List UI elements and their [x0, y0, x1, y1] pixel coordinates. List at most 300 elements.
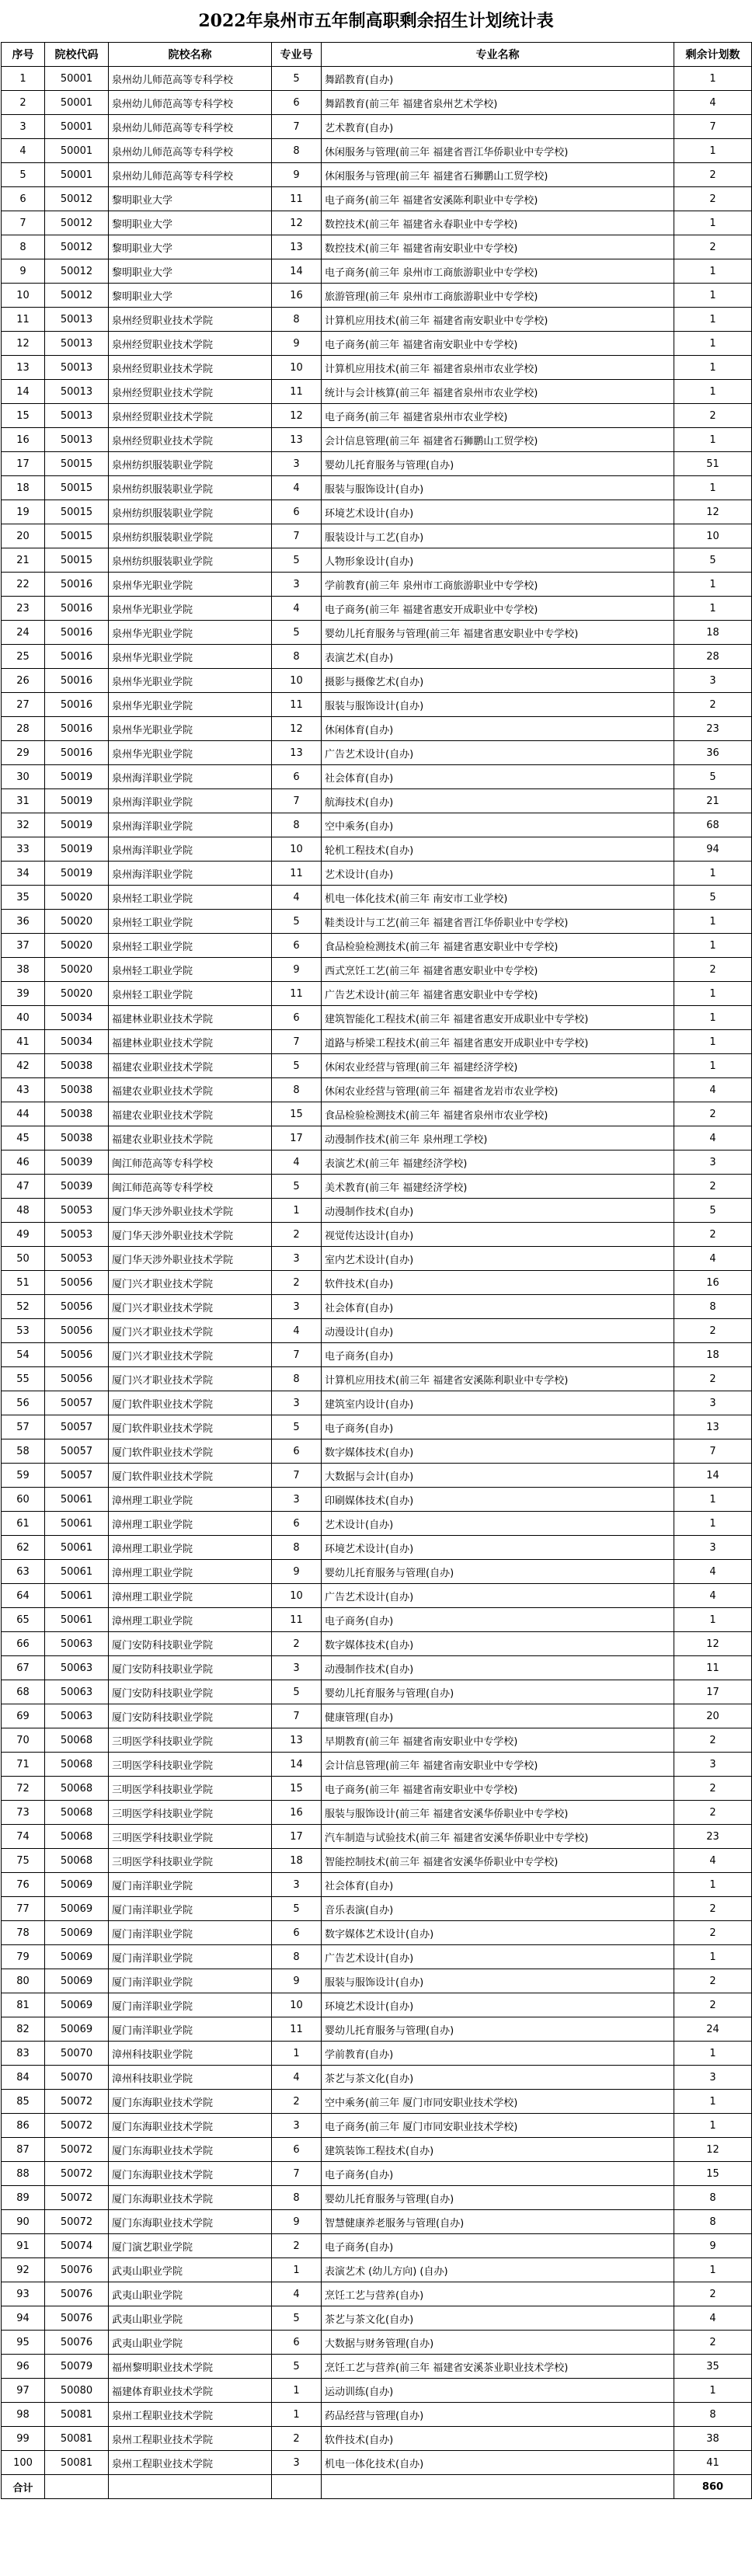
row-school: 黎明职业大学	[109, 211, 272, 235]
row-remaining: 1	[674, 1945, 752, 1969]
table-row	[2, 1030, 752, 1054]
row-seq: 23	[2, 597, 45, 621]
table-row	[2, 621, 752, 645]
row-remaining: 1	[674, 308, 752, 332]
row-code: 50063	[45, 1680, 109, 1704]
row-school: 泉州轻工职业学院	[109, 982, 272, 1006]
row-code: 50020	[45, 886, 109, 910]
row-major: 印刷媒体技术(自办)	[322, 1488, 674, 1512]
row-seq: 80	[2, 1969, 45, 1993]
row-school: 三明医学科技职业学院	[109, 1777, 272, 1801]
row-school: 福建林业职业技术学院	[109, 1006, 272, 1030]
row-remaining: 1	[674, 2379, 752, 2403]
row-major: 广告艺术设计(自办)	[322, 741, 674, 765]
row-seq: 46	[2, 1150, 45, 1175]
row-seq: 79	[2, 1945, 45, 1969]
row-seq: 62	[2, 1536, 45, 1560]
row-remaining: 1	[674, 2114, 752, 2138]
row-remaining: 1	[674, 1488, 752, 1512]
table-row	[2, 1825, 752, 1849]
row-code: 50053	[45, 1223, 109, 1247]
row-seq: 31	[2, 789, 45, 813]
row-major: 表演艺术 (幼儿方向) (自办)	[322, 2258, 674, 2282]
row-major-no: 10	[272, 837, 322, 862]
row-major: 机电一体化技术(自办)	[322, 2451, 674, 2475]
row-seq: 100	[2, 2451, 45, 2475]
row-major: 电子商务(自办)	[322, 2234, 674, 2258]
row-seq: 63	[2, 1560, 45, 1584]
row-code: 50038	[45, 1054, 109, 1078]
row-major-no: 6	[272, 1006, 322, 1030]
table-row	[2, 1801, 752, 1825]
row-remaining: 23	[674, 717, 752, 741]
row-major: 数字媒体艺术设计(自办)	[322, 1921, 674, 1945]
row-seq: 35	[2, 886, 45, 910]
row-major-no: 7	[272, 789, 322, 813]
row-major-no: 12	[272, 717, 322, 741]
row-seq: 19	[2, 500, 45, 524]
row-remaining: 1	[674, 1873, 752, 1897]
row-major: 建筑室内设计(自办)	[322, 1391, 674, 1415]
row-remaining: 18	[674, 1343, 752, 1367]
row-school: 泉州幼儿师范高等专科学校	[109, 67, 272, 91]
table-row	[2, 139, 752, 163]
row-major: 婴幼儿托育服务与管理(自办)	[322, 452, 674, 476]
plan-table	[1, 42, 752, 2499]
row-major: 数控技术(前三年 福建省永春职业中专学校)	[322, 211, 674, 235]
row-remaining: 21	[674, 789, 752, 813]
row-remaining: 3	[674, 1753, 752, 1777]
row-major: 动漫制作技术(自办)	[322, 1656, 674, 1680]
table-row	[2, 645, 752, 669]
row-school: 厦门南洋职业学院	[109, 2017, 272, 2042]
row-remaining: 1	[674, 910, 752, 934]
row-code: 50001	[45, 91, 109, 115]
table-row	[2, 1897, 752, 1921]
table-row	[2, 115, 752, 139]
row-school: 泉州幼儿师范高等专科学校	[109, 163, 272, 187]
table-row	[2, 573, 752, 597]
table-row	[2, 597, 752, 621]
row-code: 50039	[45, 1175, 109, 1199]
table-row	[2, 1969, 752, 1993]
row-code: 50038	[45, 1102, 109, 1126]
row-school: 厦门安防科技职业学院	[109, 1656, 272, 1680]
row-school: 泉州纺织服装职业学院	[109, 500, 272, 524]
row-major-no: 7	[272, 1464, 322, 1488]
row-seq: 70	[2, 1728, 45, 1753]
row-major-no: 6	[272, 2138, 322, 2162]
table-row	[2, 693, 752, 717]
row-code: 50001	[45, 139, 109, 163]
row-code: 50016	[45, 597, 109, 621]
row-code: 50038	[45, 1126, 109, 1150]
row-code: 50013	[45, 356, 109, 380]
row-major-no: 11	[272, 2017, 322, 2042]
row-seq: 56	[2, 1391, 45, 1415]
row-major: 空中乘务(自办)	[322, 813, 674, 837]
table-row	[2, 1078, 752, 1102]
row-remaining: 1	[674, 332, 752, 356]
row-major-no: 3	[272, 1488, 322, 1512]
row-code: 50016	[45, 669, 109, 693]
row-major: 动漫制作技术(前三年 泉州理工学校)	[322, 1126, 674, 1150]
row-code: 50034	[45, 1030, 109, 1054]
row-major-no: 17	[272, 1825, 322, 1849]
row-school: 武夷山职业学院	[109, 2331, 272, 2355]
table-row	[2, 332, 752, 356]
row-remaining: 12	[674, 1632, 752, 1656]
row-major-no: 10	[272, 669, 322, 693]
row-major: 表演艺术(自办)	[322, 645, 674, 669]
row-major: 电子商务(前三年 福建省惠安开成职业中专学校)	[322, 597, 674, 621]
row-major: 软件技术(自办)	[322, 1271, 674, 1295]
row-school: 泉州经贸职业技术学院	[109, 308, 272, 332]
row-seq: 89	[2, 2186, 45, 2210]
row-remaining: 5	[674, 765, 752, 789]
row-major-no: 6	[272, 765, 322, 789]
row-school: 三明医学科技职业学院	[109, 1753, 272, 1777]
row-remaining: 2	[674, 1223, 752, 1247]
row-code: 50072	[45, 2162, 109, 2186]
row-major-no: 1	[272, 1199, 322, 1223]
row-remaining: 36	[674, 741, 752, 765]
row-major: 食品检验检测技术(前三年 福建省惠安职业中专学校)	[322, 934, 674, 958]
row-major-no: 8	[272, 1945, 322, 1969]
row-major-no: 11	[272, 187, 322, 211]
row-major: 计算机应用技术(前三年 福建省泉州市农业学校)	[322, 356, 674, 380]
row-code: 50013	[45, 308, 109, 332]
row-major: 电子商务(前三年 福建省南安职业中专学校)	[322, 1777, 674, 1801]
total-value: 860	[674, 2475, 752, 2499]
row-remaining: 18	[674, 621, 752, 645]
row-seq: 93	[2, 2282, 45, 2306]
table-row	[2, 2331, 752, 2355]
row-school: 泉州工程职业技术学院	[109, 2403, 272, 2427]
row-remaining: 2	[674, 1728, 752, 1753]
table-row	[2, 2066, 752, 2090]
row-major: 空中乘务(前三年 厦门市同安职业技术学校)	[322, 2090, 674, 2114]
row-seq: 3	[2, 115, 45, 139]
row-code: 50016	[45, 693, 109, 717]
row-major-no: 5	[272, 2355, 322, 2379]
header-major: 专业名称	[322, 43, 674, 67]
row-remaining: 1	[674, 1608, 752, 1632]
row-major: 休闲农业经营与管理(前三年 福建经济学校)	[322, 1054, 674, 1078]
row-seq: 2	[2, 91, 45, 115]
row-code: 50019	[45, 789, 109, 813]
row-major: 旅游管理(前三年 泉州市工商旅游职业中专学校)	[322, 284, 674, 308]
row-major: 电子商务(前三年 泉州市工商旅游职业中专学校)	[322, 259, 674, 284]
row-school: 泉州华光职业学院	[109, 669, 272, 693]
row-major: 计算机应用技术(前三年 福建省南安职业中专学校)	[322, 308, 674, 332]
row-major: 电子商务(自办)	[322, 2162, 674, 2186]
row-major-no: 6	[272, 91, 322, 115]
row-major: 西式烹饪工艺(前三年 福建省惠安职业中专学校)	[322, 958, 674, 982]
row-seq: 42	[2, 1054, 45, 1078]
row-major-no: 5	[272, 548, 322, 573]
row-school: 泉州华光职业学院	[109, 693, 272, 717]
table-row	[2, 741, 752, 765]
row-major-no: 15	[272, 1102, 322, 1126]
row-major: 视觉传达设计(自办)	[322, 1223, 674, 1247]
row-school: 漳州理工职业学院	[109, 1512, 272, 1536]
row-remaining: 1	[674, 428, 752, 452]
row-school: 泉州华光职业学院	[109, 573, 272, 597]
row-major: 表演艺术(前三年 福建经济学校)	[322, 1150, 674, 1175]
row-major: 计算机应用技术(前三年 福建省安溪陈利职业中专学校)	[322, 1367, 674, 1391]
row-seq: 21	[2, 548, 45, 573]
row-major: 服装与服饰设计(自办)	[322, 476, 674, 500]
row-code: 50015	[45, 500, 109, 524]
row-major: 摄影与摄像艺术(自办)	[322, 669, 674, 693]
row-code: 50016	[45, 741, 109, 765]
row-major: 建筑智能化工程技术(前三年 福建省惠安开成职业中专学校)	[322, 1006, 674, 1030]
row-remaining: 51	[674, 452, 752, 476]
row-major-no: 7	[272, 1030, 322, 1054]
row-seq: 55	[2, 1367, 45, 1391]
row-seq: 71	[2, 1753, 45, 1777]
row-code: 50069	[45, 2017, 109, 2042]
row-school: 泉州纺织服装职业学院	[109, 452, 272, 476]
table-row	[2, 958, 752, 982]
row-code: 50015	[45, 548, 109, 573]
row-major-no: 3	[272, 573, 322, 597]
row-seq: 84	[2, 2066, 45, 2090]
row-code: 50068	[45, 1825, 109, 1849]
row-school: 泉州华光职业学院	[109, 597, 272, 621]
row-school: 厦门软件职业技术学院	[109, 1439, 272, 1464]
row-remaining: 10	[674, 524, 752, 548]
row-school: 厦门华天涉外职业技术学院	[109, 1199, 272, 1223]
row-seq: 8	[2, 235, 45, 259]
row-school: 厦门南洋职业学院	[109, 1921, 272, 1945]
row-remaining: 1	[674, 1054, 752, 1078]
row-school: 漳州理工职业学院	[109, 1488, 272, 1512]
row-code: 50061	[45, 1584, 109, 1608]
table-row	[2, 1006, 752, 1030]
table-row	[2, 1608, 752, 1632]
row-seq: 13	[2, 356, 45, 380]
row-seq: 17	[2, 452, 45, 476]
header-school: 院校名称	[109, 43, 272, 67]
row-code: 50057	[45, 1464, 109, 1488]
row-school: 泉州海洋职业学院	[109, 813, 272, 837]
row-seq: 24	[2, 621, 45, 645]
row-major: 婴幼儿托育服务与管理(自办)	[322, 1560, 674, 1584]
row-seq: 94	[2, 2306, 45, 2331]
table-row	[2, 2017, 752, 2042]
table-row	[2, 1945, 752, 1969]
table-row	[2, 452, 752, 476]
row-seq: 28	[2, 717, 45, 741]
row-remaining: 3	[674, 1391, 752, 1415]
row-seq: 49	[2, 1223, 45, 1247]
row-seq: 95	[2, 2331, 45, 2355]
row-school: 福州黎明职业技术学院	[109, 2355, 272, 2379]
row-major: 烹饪工艺与营养(前三年 福建省安溪茶业职业技术学校)	[322, 2355, 674, 2379]
row-seq: 90	[2, 2210, 45, 2234]
row-code: 50053	[45, 1247, 109, 1271]
row-school: 泉州幼儿师范高等专科学校	[109, 139, 272, 163]
row-code: 50012	[45, 211, 109, 235]
row-major-no: 11	[272, 1608, 322, 1632]
table-row	[2, 1439, 752, 1464]
row-seq: 53	[2, 1319, 45, 1343]
row-school: 福建农业职业技术学院	[109, 1078, 272, 1102]
row-major: 机电一体化技术(前三年 南安市工业学校)	[322, 886, 674, 910]
table-row	[2, 1102, 752, 1126]
row-school: 泉州华光职业学院	[109, 717, 272, 741]
row-code: 50056	[45, 1319, 109, 1343]
row-major-no: 6	[272, 1439, 322, 1464]
row-seq: 33	[2, 837, 45, 862]
row-major: 药品经营与管理(自办)	[322, 2403, 674, 2427]
row-seq: 36	[2, 910, 45, 934]
row-seq: 25	[2, 645, 45, 669]
row-major-no: 5	[272, 1897, 322, 1921]
row-code: 50076	[45, 2282, 109, 2306]
row-major: 会计信息管理(前三年 福建省石狮鹏山工贸学校)	[322, 428, 674, 452]
row-seq: 85	[2, 2090, 45, 2114]
row-code: 50080	[45, 2379, 109, 2403]
table-row	[2, 284, 752, 308]
table-row	[2, 2258, 752, 2282]
row-school: 福建体育职业技术学院	[109, 2379, 272, 2403]
row-major-no: 5	[272, 1175, 322, 1199]
row-remaining: 1	[674, 139, 752, 163]
row-school: 厦门华天涉外职业技术学院	[109, 1223, 272, 1247]
row-school: 厦门软件职业技术学院	[109, 1415, 272, 1439]
table-row	[2, 1921, 752, 1945]
row-code: 50020	[45, 910, 109, 934]
row-seq: 11	[2, 308, 45, 332]
row-remaining: 1	[674, 476, 752, 500]
row-code: 50016	[45, 621, 109, 645]
row-major: 轮机工程技术(自办)	[322, 837, 674, 862]
row-remaining: 1	[674, 2090, 752, 2114]
row-remaining: 3	[674, 669, 752, 693]
row-code: 50076	[45, 2258, 109, 2282]
row-school: 泉州经贸职业技术学院	[109, 428, 272, 452]
row-school: 厦门兴才职业技术学院	[109, 1343, 272, 1367]
row-code: 50038	[45, 1078, 109, 1102]
row-major: 烹饪工艺与营养(自办)	[322, 2282, 674, 2306]
row-school: 厦门演艺职业学院	[109, 2234, 272, 2258]
row-code: 50015	[45, 476, 109, 500]
row-remaining: 2	[674, 1102, 752, 1126]
row-remaining: 15	[674, 2162, 752, 2186]
header-row	[2, 43, 752, 67]
row-code: 50016	[45, 573, 109, 597]
row-code: 50057	[45, 1391, 109, 1415]
row-major-no: 2	[272, 1632, 322, 1656]
table-row	[2, 1464, 752, 1488]
row-code: 50072	[45, 2210, 109, 2234]
row-seq: 57	[2, 1415, 45, 1439]
row-seq: 27	[2, 693, 45, 717]
row-remaining: 1	[674, 2258, 752, 2282]
table-row	[2, 862, 752, 886]
row-code: 50068	[45, 1728, 109, 1753]
row-school: 泉州华光职业学院	[109, 621, 272, 645]
row-major-no: 3	[272, 2451, 322, 2475]
row-major-no: 2	[272, 1271, 322, 1295]
table-row	[2, 2114, 752, 2138]
row-remaining: 2	[674, 1319, 752, 1343]
row-school: 黎明职业大学	[109, 187, 272, 211]
row-major: 艺术教育(自办)	[322, 115, 674, 139]
row-code: 50061	[45, 1560, 109, 1584]
row-remaining: 20	[674, 1704, 752, 1728]
row-remaining: 8	[674, 2403, 752, 2427]
row-major: 服装与服饰设计(自办)	[322, 1969, 674, 1993]
table-row	[2, 259, 752, 284]
table-row	[2, 837, 752, 862]
table-row	[2, 1753, 752, 1777]
table-row	[2, 1150, 752, 1175]
row-remaining: 1	[674, 1512, 752, 1536]
row-school: 黎明职业大学	[109, 284, 272, 308]
row-major: 电子商务(前三年 福建省安溪陈利职业中专学校)	[322, 187, 674, 211]
row-code: 50056	[45, 1343, 109, 1367]
row-code: 50020	[45, 934, 109, 958]
row-school: 泉州轻工职业学院	[109, 958, 272, 982]
table-row	[2, 2355, 752, 2379]
row-major: 动漫设计(自办)	[322, 1319, 674, 1343]
row-remaining: 23	[674, 1825, 752, 1849]
row-school: 厦门兴才职业技术学院	[109, 1319, 272, 1343]
row-remaining: 1	[674, 573, 752, 597]
row-major: 数字媒体技术(自办)	[322, 1632, 674, 1656]
row-remaining: 13	[674, 1415, 752, 1439]
table-row	[2, 187, 752, 211]
row-remaining: 1	[674, 67, 752, 91]
row-major: 服装与服饰设计(前三年 福建省安溪华侨职业中专学校)	[322, 1801, 674, 1825]
row-seq: 37	[2, 934, 45, 958]
row-remaining: 3	[674, 1150, 752, 1175]
row-major-no: 2	[272, 1223, 322, 1247]
row-seq: 16	[2, 428, 45, 452]
row-seq: 6	[2, 187, 45, 211]
row-major: 舞蹈教育(自办)	[322, 67, 674, 91]
row-seq: 10	[2, 284, 45, 308]
table-row	[2, 163, 752, 187]
row-major-no: 16	[272, 1801, 322, 1825]
row-seq: 92	[2, 2258, 45, 2282]
row-code: 50016	[45, 717, 109, 741]
table-row	[2, 2234, 752, 2258]
table-row	[2, 308, 752, 332]
row-major-no: 8	[272, 139, 322, 163]
row-school: 厦门东海职业技术学院	[109, 2138, 272, 2162]
row-code: 50069	[45, 1969, 109, 1993]
row-major-no: 13	[272, 741, 322, 765]
row-seq: 51	[2, 1271, 45, 1295]
row-major-no: 3	[272, 1247, 322, 1271]
row-code: 50070	[45, 2066, 109, 2090]
row-remaining: 7	[674, 115, 752, 139]
row-remaining: 2	[674, 404, 752, 428]
row-major-no: 6	[272, 500, 322, 524]
row-seq: 29	[2, 741, 45, 765]
row-major: 电子商务(自办)	[322, 1415, 674, 1439]
total-empty-cell	[45, 2475, 109, 2499]
row-major: 室内艺术设计(自办)	[322, 1247, 674, 1271]
row-major: 人物形象设计(自办)	[322, 548, 674, 573]
row-code: 50057	[45, 1415, 109, 1439]
row-major: 软件技术(自办)	[322, 2427, 674, 2451]
